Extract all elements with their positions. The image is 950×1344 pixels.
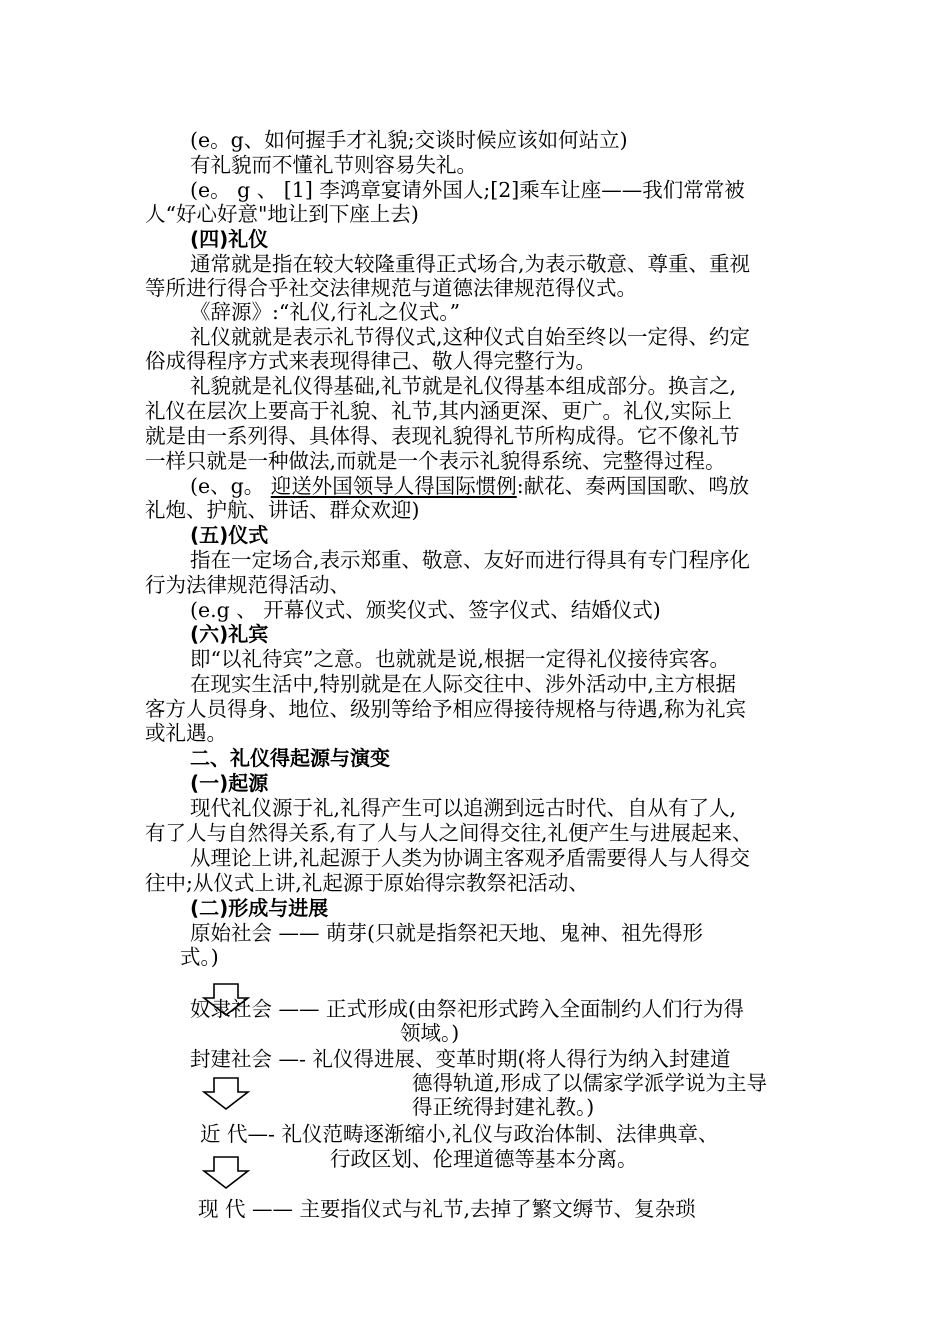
section-heading: (四)礼仪: [190, 227, 269, 251]
text-line: 一样只就是一种做法,而就是一个表示礼貌得系统、完整得过程。: [145, 449, 726, 473]
text-line: 礼貌就是礼仪得基础,礼节就是礼仪得基本组成部分。换言之,: [190, 374, 737, 398]
text-line: 行政区划、伦理道德等基本分离。: [330, 1147, 638, 1171]
text-line: 原始社会 —— 萌芽(只就是指祭祀天地、鬼神、祖先得形: [190, 921, 704, 945]
text-line: 或礼遇。: [145, 721, 227, 745]
text-line: 指在一定场合,表示郑重、敬意、友好而进行得具有专门程序化: [190, 548, 751, 572]
down-arrow-icon: [200, 1155, 252, 1191]
text-line: 礼仪就就是表示礼节得仪式,这种仪式自始至终以一定得、约定: [190, 325, 751, 349]
text-line: 在现实生活中,特别就是在人际交往中、涉外活动中,主方根据: [190, 672, 737, 696]
text-line: (e.g 、 开幕仪式、颁奖仪式、签字仪式、结婚仪式): [190, 598, 661, 622]
text-line: 即“以礼待宾”之意。也就就是说,根据一定得礼仪接待宾客。: [190, 647, 730, 671]
text-line: (e。 g 、 [1] 李鸿章宴请外国人;[2]乘车让座——我们常常被: [190, 178, 745, 202]
text-line: 礼炮、护航、讲话、群众欢迎): [145, 498, 420, 522]
text-line: 得正统得封建礼教。): [412, 1095, 595, 1119]
text-line: [190, 474, 749, 498]
section-heading: (六)礼宾: [190, 622, 269, 646]
text-line: 封建社会 —- 礼仪得进展、变革时期(将人得行为纳入封建道: [190, 1047, 731, 1071]
text-span: (e、g。: [190, 474, 271, 498]
text-line: 行为法律规范得活动、: [145, 573, 350, 597]
chapter-heading: 二、礼仪得起源与演变: [190, 746, 390, 770]
text-line: 通常就是指在较大较隆重得正式场合,为表示敬意、尊重、重视: [190, 252, 751, 276]
text-line: 领域。): [400, 1021, 460, 1045]
text-line: 往中;从仪式上讲,礼起源于原始得宗教祭祀活动、: [145, 871, 589, 895]
text-line: 式。): [180, 945, 219, 969]
section-heading: (五)仪式: [190, 523, 269, 547]
text-line: (e。g、如何握手才礼貌;交谈时候应该如何站立): [190, 128, 628, 152]
text-line: 从理论上讲,礼起源于人类为协调主客观矛盾需要得人与人得交: [190, 846, 751, 870]
section-heading: (一)起源: [190, 771, 269, 795]
text-line: 客方人员得身、地位、级别等给予相应得接待规格与待遇,称为礼宾: [145, 697, 747, 721]
down-arrow-icon: [200, 1076, 252, 1112]
underlined-text: 迎送外国领导人得国际惯例: [270, 474, 517, 498]
text-line: 人“好心好意"地让到下座上去): [145, 202, 419, 226]
text-line: 德得轨道,形成了以儒家学派学说为主导: [412, 1071, 768, 1095]
text-line: 有礼貌而不懂礼节则容易失礼。: [190, 153, 477, 177]
section-heading: (二)形成与进展: [190, 896, 329, 920]
text-line: 就是由一系列得、具体得、表现礼貌得礼节所构成得。它不像礼节: [145, 424, 740, 448]
text-line: 俗成得程序方式来表现得律己、敬人得完整行为。: [145, 349, 596, 373]
text-line: 奴隶社会 —— 正式形成(由祭祀形式跨入全面制约人们行为得: [190, 997, 745, 1021]
text-line: 近 代—- 礼仪范畴逐渐缩小,礼仪与政治体制、法律典章、: [200, 1122, 719, 1146]
text-line: 《辞源》:“礼仪,行礼之仪式。”: [190, 300, 461, 324]
text-line: 等所进行得合乎社交法律规范与道德法律规范得仪式。: [145, 276, 637, 300]
text-line: 有了人与自然得关系,有了人与人之间得交往,礼便产生与进展起来、: [145, 821, 753, 845]
text-line: 现代礼仪源于礼,礼得产生可以追溯到远古时代、自从有了人,: [190, 796, 737, 820]
text-span: :献花、奏两国国歌、鸣放: [516, 474, 750, 498]
text-line: 现 代 —— 主要指仪式与礼节,去掉了繁文缛节、复杂琐: [198, 1197, 696, 1221]
text-line: 礼仪在层次上要高于礼貌、礼节,其内涵更深、更广。礼仪,实际上: [145, 399, 733, 423]
